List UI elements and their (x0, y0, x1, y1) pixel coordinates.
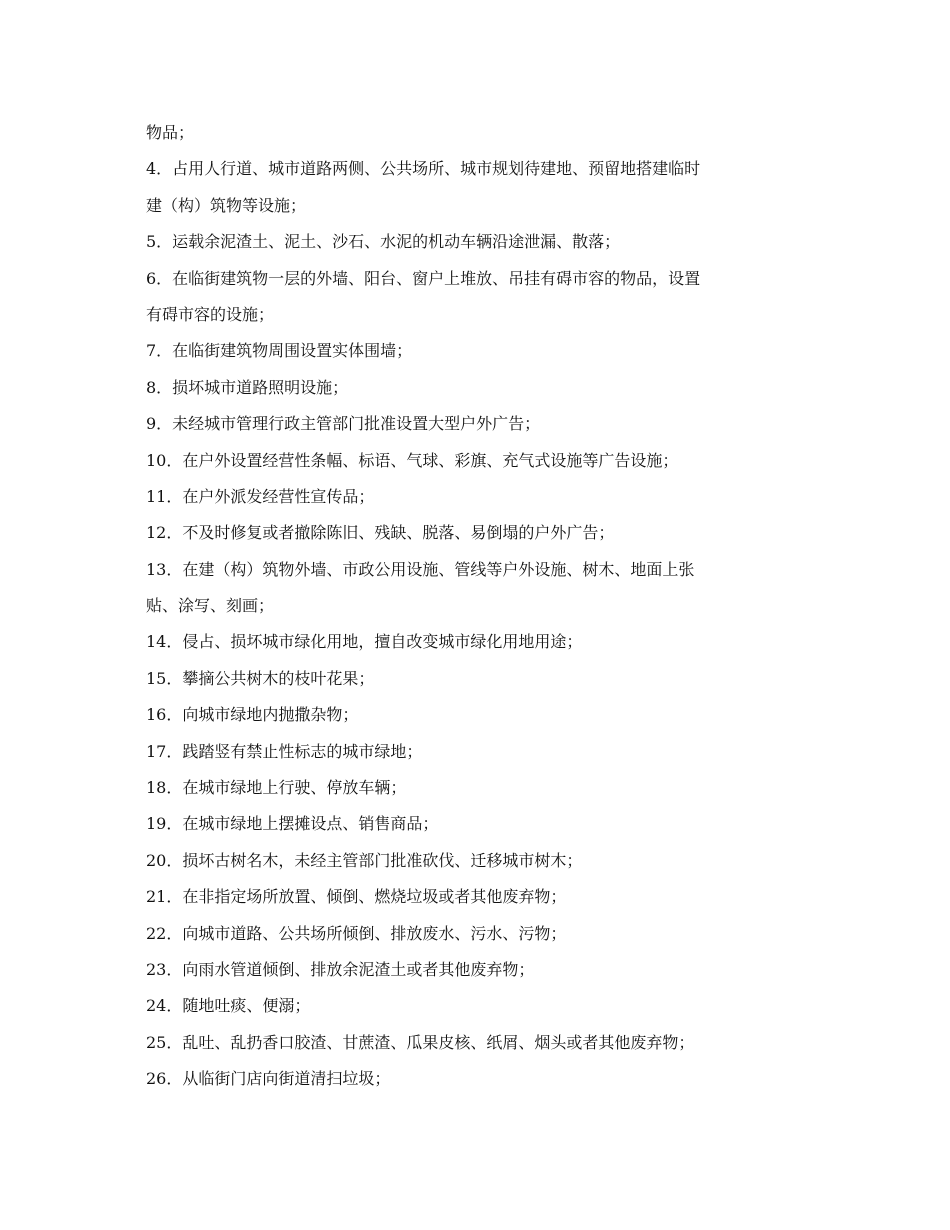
document-body (146, 115, 806, 1098)
text-line: 20．损坏古树名木，未经主管部门批准砍伐、迁移城市树木； (146, 850, 583, 870)
text-line: 5．运载余泥渣土、泥土、沙石、水泥的机动车辆沿途泄漏、散落； (146, 232, 621, 252)
text-line: 12．不及时修复或者撤除陈旧、残缺、脱落、易倒塌的户外广告； (146, 523, 615, 543)
text-line: 4．占用人行道、城市道路两侧、公共场所、城市规划待建地、预留地搭建临时 (146, 159, 701, 179)
text-line: 物品； (146, 123, 195, 142)
text-line: 10．在户外设置经营性条幅、标语、气球、彩旗、充气式设施等广告设施； (146, 450, 679, 470)
text-line: 19．在城市绿地上摆摊设点、销售商品； (146, 814, 439, 834)
text-line: 18．在城市绿地上行驶、停放车辆； (146, 778, 407, 798)
text-line: 17．践踏竖有禁止性标志的城市绿地； (146, 741, 423, 761)
text-line: 7．在临街建筑物周围设置实体围墙； (146, 341, 413, 361)
text-line: 26．从临街门店向街道清扫垃圾； (146, 1069, 391, 1089)
text-line: 有碍市容的设施； (146, 304, 275, 324)
text-line: 建（构）筑物等设施； (146, 195, 307, 215)
text-line: 22．向城市道路、公共场所倾倒、排放废水、污水、污物； (146, 923, 567, 943)
text-line: 8．损坏城市道路照明设施； (146, 377, 349, 397)
text-line: 25．乱吐、乱扔香口胶渣、甘蔗渣、瓜果皮核、纸屑、烟头或者其他废弃物； (146, 1032, 695, 1052)
text-line: 11．在户外派发经营性宣传品； (146, 486, 375, 506)
text-line: 6．在临街建筑物一层的外墙、阳台、窗户上堆放、吊挂有碍市容的物品，设置 (146, 268, 701, 288)
text-line: 13．在建（构）筑物外墙、市政公用设施、管线等户外设施、树木、地面上张 (146, 559, 695, 579)
text-line: 14．侵占、损坏城市绿化用地，擅自改变城市绿化用地用途； (146, 632, 583, 652)
text-line: 16．向城市绿地内抛撒杂物； (146, 705, 359, 725)
text-line: 21．在非指定场所放置、倾倒、燃烧垃圾或者其他废弃物； (146, 887, 567, 907)
text-line: 贴、涂写、刻画； (146, 596, 275, 616)
text-line: 23．向雨水管道倾倒、排放余泥渣土或者其他废弃物； (146, 959, 535, 979)
text-line: 24．随地吐痰、便溺； (146, 996, 311, 1016)
text-line: 15．攀摘公共树木的枝叶花果； (146, 668, 375, 688)
text-line: 9．未经城市管理行政主管部门批准设置大型户外广告； (146, 414, 541, 434)
